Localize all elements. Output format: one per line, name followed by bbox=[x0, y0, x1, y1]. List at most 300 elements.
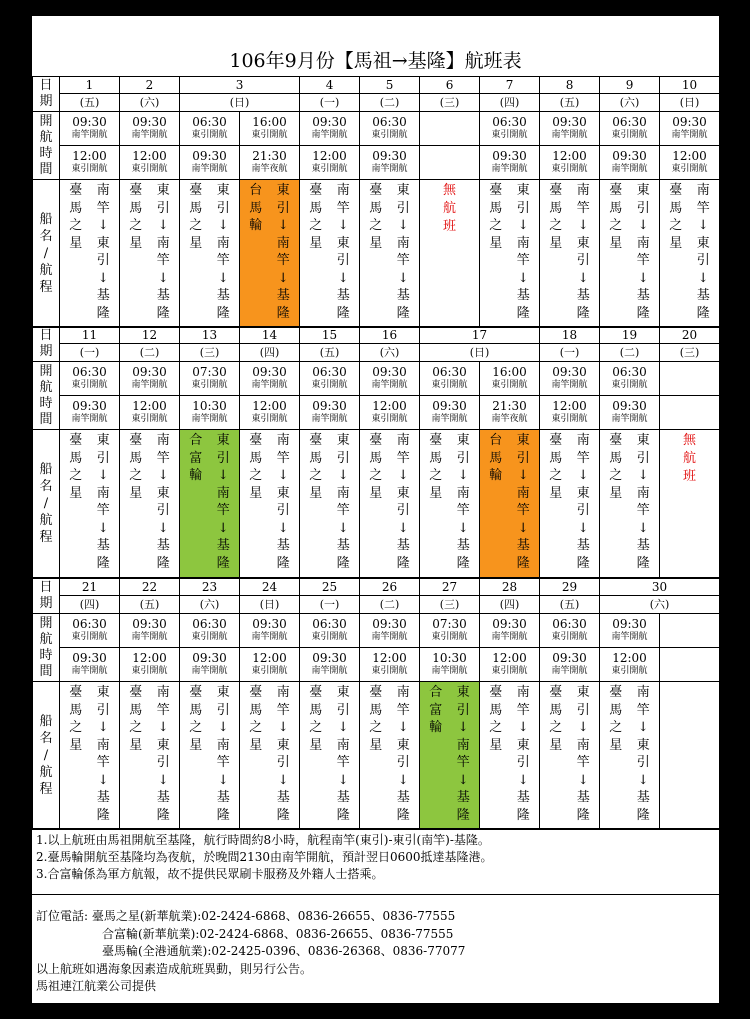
departure-cell bbox=[660, 648, 720, 682]
depart-label-char: 開 bbox=[39, 615, 53, 631]
departure-time: 09:30 bbox=[552, 365, 587, 379]
route-char: 東 bbox=[456, 433, 470, 448]
departure-cell bbox=[480, 648, 540, 682]
route-char: 東 bbox=[636, 737, 650, 753]
route-char: 竿 bbox=[636, 503, 650, 518]
contact-line-1 bbox=[36, 908, 715, 926]
departure-cell bbox=[420, 648, 480, 682]
contact-line-3: 臺馬輪(全港通航業):02-2425-0396、0836-26368、0836-77077 bbox=[102, 944, 466, 958]
route-char: ↓ bbox=[97, 270, 109, 286]
departure-port: 南竿開航 bbox=[251, 632, 288, 642]
ship-route-cell bbox=[480, 180, 540, 328]
ship-label-char: 程 bbox=[39, 782, 53, 797]
depart-label bbox=[33, 614, 60, 682]
departure-cell bbox=[60, 614, 120, 648]
ship-route-cell bbox=[420, 180, 480, 328]
departure-cell bbox=[540, 362, 600, 396]
route-char: 隆 bbox=[216, 305, 230, 321]
note-1: 1.以上航班由馬祖開航至基隆，航行時間約8小時，航程南竿(東引)-東引(南竿)-基隆。 bbox=[36, 833, 490, 847]
ship-name-char: 之 bbox=[129, 218, 143, 233]
route-char: ↓ bbox=[337, 720, 349, 735]
route-char: 南 bbox=[96, 737, 110, 753]
route-char: 東 bbox=[156, 737, 170, 753]
ship-route-cell bbox=[60, 682, 120, 830]
route-char: 隆 bbox=[276, 555, 290, 571]
week-table bbox=[32, 76, 720, 328]
ship-label-char: 船 bbox=[39, 714, 53, 729]
depart-label-char: 航 bbox=[39, 631, 53, 647]
date-label-char: 日 bbox=[39, 580, 53, 595]
route-char: ↓ bbox=[397, 468, 409, 483]
weekday-cell: (四) bbox=[480, 94, 540, 112]
route-char: 東 bbox=[396, 737, 410, 753]
row bbox=[33, 648, 720, 682]
departure-port: 南竿開航 bbox=[491, 632, 528, 642]
departure-time: 09:30 bbox=[612, 399, 647, 413]
date-label bbox=[33, 579, 60, 614]
departure-cell bbox=[60, 146, 120, 180]
ship-name-char: 馬 bbox=[549, 200, 563, 216]
route-char: 隆 bbox=[636, 807, 650, 823]
contact-footer-1: 以上航班如遇海象因素造成航班異動，則另行公告。 bbox=[36, 961, 313, 976]
ship-name-char: 之 bbox=[249, 468, 263, 483]
route-char: 竿 bbox=[516, 503, 530, 518]
departure-cell bbox=[240, 362, 300, 396]
route-char: 南 bbox=[636, 485, 650, 501]
route-char: 東 bbox=[576, 685, 590, 700]
departure-cell bbox=[540, 648, 600, 682]
ship-name-char: 馬 bbox=[669, 200, 683, 216]
ship-name-char: 星 bbox=[669, 235, 683, 251]
depart-label bbox=[33, 112, 60, 180]
depart-label-char: 間 bbox=[39, 161, 53, 177]
depart-label-char: 間 bbox=[39, 663, 53, 679]
departure-port: 南竿開航 bbox=[551, 130, 588, 140]
route-char: 基 bbox=[696, 288, 710, 303]
ship-name-char: 之 bbox=[549, 468, 563, 483]
row bbox=[33, 77, 720, 94]
no-service-char: 班 bbox=[682, 469, 696, 484]
schedule-sheet bbox=[32, 16, 719, 1003]
route-char: 南 bbox=[216, 235, 230, 251]
weekday-cell: (三) bbox=[420, 596, 480, 614]
departure-port: 南竿開航 bbox=[71, 414, 108, 424]
ship-name-char: 星 bbox=[369, 485, 383, 501]
route-char: 隆 bbox=[156, 807, 170, 823]
weekday-cell: (二) bbox=[120, 344, 180, 362]
route-char: 基 bbox=[336, 288, 350, 303]
departure-time: 09:30 bbox=[312, 399, 347, 413]
departure-cell bbox=[120, 614, 180, 648]
ship-name-char: 馬 bbox=[249, 200, 263, 216]
day-cell: 4 bbox=[300, 77, 360, 94]
weekday-cell: (六) bbox=[120, 94, 180, 112]
departure-cell bbox=[180, 362, 240, 396]
route-char: 東 bbox=[276, 183, 290, 198]
ship-name-char: 臺 bbox=[249, 685, 263, 700]
ship-route-cell bbox=[360, 430, 420, 578]
weekday-cell: (日) bbox=[660, 94, 720, 112]
route-char: 隆 bbox=[96, 807, 110, 823]
route-char: 引 bbox=[636, 200, 650, 216]
ship-route bbox=[360, 182, 419, 322]
ship-name-char: 馬 bbox=[69, 702, 83, 718]
route-char: 隆 bbox=[516, 555, 530, 571]
ship-name-char: 星 bbox=[609, 485, 623, 501]
route-char: ↓ bbox=[277, 468, 289, 483]
route-char: ↓ bbox=[157, 270, 169, 286]
route-char: 隆 bbox=[456, 555, 470, 571]
day-cell: 6 bbox=[420, 77, 480, 94]
day-cell: 18 bbox=[540, 327, 600, 344]
row bbox=[33, 94, 720, 112]
departure-port: 東引開航 bbox=[551, 632, 588, 642]
route-path bbox=[397, 182, 410, 322]
route-path bbox=[277, 182, 290, 322]
ship-route bbox=[480, 182, 539, 322]
departure-port: 南竿開航 bbox=[191, 164, 228, 174]
route-char: 基 bbox=[276, 538, 290, 553]
ship-name bbox=[549, 684, 562, 824]
departure-time: 07:30 bbox=[192, 365, 227, 379]
route-path bbox=[337, 684, 350, 824]
ship-name-char: 臺 bbox=[669, 183, 683, 198]
ship-name-char: 臺 bbox=[309, 433, 323, 448]
ship-name-char: 星 bbox=[129, 737, 143, 753]
ship-name-char: 之 bbox=[609, 720, 623, 735]
ship-route-cell bbox=[600, 430, 660, 578]
route-char: ↓ bbox=[217, 468, 229, 483]
ship-label-char: 船 bbox=[39, 462, 53, 477]
departure-cell bbox=[360, 146, 420, 180]
depart-label-char: 時 bbox=[39, 647, 53, 663]
ship-label-char: / bbox=[43, 246, 49, 261]
weekday-cell: (二) bbox=[600, 344, 660, 362]
departure-time: 12:00 bbox=[252, 651, 287, 665]
row bbox=[33, 682, 720, 830]
departure-time: 09:30 bbox=[312, 115, 347, 129]
route-char: 竿 bbox=[276, 702, 290, 718]
route-char: 隆 bbox=[636, 305, 650, 321]
weekday-cell: (二) bbox=[360, 94, 420, 112]
day-cell: 13 bbox=[180, 327, 240, 344]
date-label-char: 期 bbox=[39, 94, 53, 109]
ship-name-char: 星 bbox=[489, 737, 503, 753]
route-char: 隆 bbox=[576, 807, 590, 823]
ship-name-char: 馬 bbox=[369, 200, 383, 216]
ship-name-char: 臺 bbox=[69, 685, 83, 700]
route-char: ↓ bbox=[157, 218, 169, 233]
ship-name-char: 星 bbox=[189, 737, 203, 753]
route-char: ↓ bbox=[457, 720, 469, 735]
ship-name-char: 之 bbox=[129, 468, 143, 483]
departure-port: 南竿夜航 bbox=[251, 164, 288, 174]
ship-name-char: 星 bbox=[429, 485, 443, 501]
route-char: 南 bbox=[96, 183, 110, 198]
day-cell: 17 bbox=[420, 327, 540, 344]
departure-cell bbox=[120, 648, 180, 682]
route-char: ↓ bbox=[637, 468, 649, 483]
ship-route-cell bbox=[180, 682, 240, 830]
route-char: 南 bbox=[516, 485, 530, 501]
route-char: 隆 bbox=[396, 807, 410, 823]
ship-name bbox=[249, 684, 262, 824]
ship-name bbox=[609, 432, 622, 572]
route-char: 竿 bbox=[216, 253, 230, 268]
ship-label-char: 航 bbox=[39, 263, 53, 278]
departure-time: 09:30 bbox=[252, 617, 287, 631]
departure-time: 06:30 bbox=[72, 365, 107, 379]
departure-time: 12:00 bbox=[552, 149, 587, 163]
route-char: 南 bbox=[456, 737, 470, 753]
route-char: ↓ bbox=[157, 468, 169, 483]
route-char: 基 bbox=[156, 538, 170, 553]
route-char: 引 bbox=[336, 450, 350, 466]
ship-name-char: 臺 bbox=[549, 433, 563, 448]
route-char: 東 bbox=[516, 737, 530, 753]
weekday-cell: (日) bbox=[240, 596, 300, 614]
route-char: 基 bbox=[216, 288, 230, 303]
ship-name-char: 星 bbox=[489, 235, 503, 251]
date-label-char: 期 bbox=[39, 596, 53, 611]
route-char: ↓ bbox=[457, 520, 469, 536]
route-path bbox=[637, 182, 650, 322]
route-path bbox=[217, 182, 230, 322]
route-char: ↓ bbox=[637, 720, 649, 735]
contact-taima-star: 臺馬之星(新華航業):02-2424-6868、0836-26655、0836-77555 bbox=[91, 909, 456, 923]
route-path bbox=[97, 432, 110, 572]
route-char: 隆 bbox=[276, 305, 290, 321]
departure-port: 南竿夜航 bbox=[491, 414, 528, 424]
departure-time: 06:30 bbox=[312, 617, 347, 631]
day-cell: 25 bbox=[300, 579, 360, 596]
route-char: 隆 bbox=[576, 305, 590, 321]
route-char: 東 bbox=[276, 485, 290, 501]
depart-label-char: 開 bbox=[39, 363, 53, 379]
day-cell: 30 bbox=[600, 579, 720, 596]
ship-name-char: 星 bbox=[69, 737, 83, 753]
depart-label-char: 航 bbox=[39, 379, 53, 395]
departure-time: 09:30 bbox=[372, 617, 407, 631]
ship-name-char: 臺 bbox=[69, 433, 83, 448]
departure-port: 東引開航 bbox=[131, 164, 168, 174]
route-char: ↓ bbox=[157, 772, 169, 788]
ship-route-cell bbox=[300, 180, 360, 328]
route-char: ↓ bbox=[277, 270, 289, 286]
ship-route-cell bbox=[660, 180, 720, 328]
depart-label-text bbox=[33, 616, 59, 680]
route-char: 基 bbox=[636, 538, 650, 553]
row bbox=[33, 614, 720, 648]
ship-route-cell bbox=[120, 430, 180, 578]
route-char: ↓ bbox=[277, 772, 289, 788]
ship-route-cell bbox=[360, 682, 420, 830]
ship-route-cell bbox=[420, 430, 480, 578]
ship-name-char: 之 bbox=[189, 720, 203, 735]
departure-cell bbox=[540, 146, 600, 180]
ship-route-cell bbox=[240, 430, 300, 578]
weekday-cell: (四) bbox=[480, 596, 540, 614]
ship-name bbox=[369, 684, 382, 824]
departure-port: 東引開航 bbox=[491, 666, 528, 676]
departure-cell bbox=[240, 648, 300, 682]
ship-name-char: 馬 bbox=[69, 200, 83, 216]
ship-route bbox=[300, 182, 359, 322]
route-char: 基 bbox=[516, 790, 530, 805]
departure-port: 東引開航 bbox=[311, 164, 348, 174]
route-char: 南 bbox=[156, 685, 170, 700]
departure-cell bbox=[420, 112, 480, 146]
departure-port: 東引開航 bbox=[191, 632, 228, 642]
departure-port: 南竿開航 bbox=[671, 130, 708, 140]
departure-time: 06:30 bbox=[192, 115, 227, 129]
departure-time: 12:00 bbox=[672, 149, 707, 163]
route-char: 東 bbox=[96, 235, 110, 251]
route-path bbox=[157, 684, 170, 824]
route-char: 東 bbox=[336, 685, 350, 700]
ship-name-char: 臺 bbox=[129, 433, 143, 448]
ship-name bbox=[369, 182, 382, 322]
departure-port: 南竿開航 bbox=[311, 666, 348, 676]
ship-name-char: 臺 bbox=[369, 183, 383, 198]
route-char: ↓ bbox=[517, 720, 529, 735]
ship-name-char: 星 bbox=[69, 235, 83, 251]
contact-label: 訂位電話: bbox=[36, 909, 89, 923]
departure-port: 東引開航 bbox=[71, 164, 108, 174]
departure-port: 東引開航 bbox=[551, 414, 588, 424]
departure-time: 06:30 bbox=[72, 617, 107, 631]
route-char: 竿 bbox=[456, 503, 470, 518]
departure-cell bbox=[660, 146, 720, 180]
route-char: 南 bbox=[576, 433, 590, 448]
ship-name-char: 星 bbox=[549, 485, 563, 501]
departure-time: 12:00 bbox=[132, 399, 167, 413]
contact-footer-2: 馬祖連江航業公司提供 bbox=[36, 979, 157, 993]
ship-name-char: 星 bbox=[69, 485, 83, 501]
ship-name-char: 馬 bbox=[189, 702, 203, 718]
route-char: 引 bbox=[396, 503, 410, 518]
route-char: 引 bbox=[336, 702, 350, 718]
route-char: 隆 bbox=[276, 807, 290, 823]
departure-time: 09:30 bbox=[72, 399, 107, 413]
departure-cell bbox=[480, 112, 540, 146]
ship-name-char: 之 bbox=[609, 468, 623, 483]
row bbox=[33, 362, 720, 396]
route-char: ↓ bbox=[97, 218, 109, 233]
route-char: 南 bbox=[276, 433, 290, 448]
route-char: 南 bbox=[336, 183, 350, 198]
ship-label-char: 航 bbox=[39, 765, 53, 780]
route-char: 竿 bbox=[156, 450, 170, 466]
ship-name-char: 合 bbox=[429, 685, 443, 700]
route-char: 引 bbox=[276, 755, 290, 770]
route-char: 基 bbox=[636, 790, 650, 805]
ship-label-char: 程 bbox=[39, 280, 53, 295]
departure-port: 東引開航 bbox=[371, 414, 408, 424]
weekday-cell: (六) bbox=[180, 596, 240, 614]
departure-port: 東引開航 bbox=[131, 414, 168, 424]
ship-label-char: 航 bbox=[39, 513, 53, 528]
route-char: 隆 bbox=[696, 305, 710, 321]
ship-name-char: 臺 bbox=[609, 183, 623, 198]
ship-route bbox=[600, 182, 659, 322]
day-cell: 14 bbox=[240, 327, 300, 344]
route-char: ↓ bbox=[397, 720, 409, 735]
ship-route bbox=[480, 684, 539, 824]
ship-name-char: 星 bbox=[609, 737, 623, 753]
departure-cell bbox=[600, 648, 660, 682]
ship-name-char: 合 bbox=[189, 433, 203, 448]
departure-time: 06:30 bbox=[612, 115, 647, 129]
departure-port: 東引開航 bbox=[431, 380, 468, 390]
route-char: 竿 bbox=[96, 503, 110, 518]
ship-name bbox=[69, 182, 82, 322]
ship-name-char: 馬 bbox=[609, 200, 623, 216]
ship-label-text bbox=[33, 713, 59, 798]
route-char: 竿 bbox=[636, 702, 650, 718]
departure-time: 12:00 bbox=[252, 399, 287, 413]
departure-port: 東引開航 bbox=[251, 130, 288, 140]
departure-time: 12:00 bbox=[72, 149, 107, 163]
route-char: ↓ bbox=[217, 772, 229, 788]
route-char: ↓ bbox=[697, 270, 709, 286]
depart-label-text bbox=[33, 364, 59, 428]
departure-cell bbox=[240, 614, 300, 648]
departure-time: 12:00 bbox=[132, 149, 167, 163]
departure-cell bbox=[420, 614, 480, 648]
ship-name bbox=[249, 432, 262, 572]
route-char: 隆 bbox=[156, 555, 170, 571]
ship-name-char: 臺 bbox=[249, 433, 263, 448]
route-char: 引 bbox=[636, 450, 650, 466]
route-char: 南 bbox=[696, 183, 710, 198]
ship-route bbox=[60, 432, 119, 572]
day-cell: 21 bbox=[60, 579, 120, 596]
departure-port: 東引開航 bbox=[311, 380, 348, 390]
route-char: ↓ bbox=[637, 270, 649, 286]
ship-name bbox=[609, 684, 622, 824]
route-char: 引 bbox=[156, 755, 170, 770]
departure-time: 12:00 bbox=[552, 399, 587, 413]
departure-cell bbox=[660, 614, 720, 648]
departure-cell bbox=[600, 396, 660, 430]
ship-name-char: 之 bbox=[249, 720, 263, 735]
weekday-cell: (六) bbox=[360, 344, 420, 362]
route-char: 竿 bbox=[516, 702, 530, 718]
weekday-cell: (四) bbox=[240, 344, 300, 362]
contact-line-2: 合富輪(新華航業):02-2424-6868、0836-26655、0836-77555 bbox=[102, 926, 454, 941]
departure-time: 06:30 bbox=[432, 365, 467, 379]
ship-route bbox=[660, 182, 719, 322]
route-char: 引 bbox=[216, 702, 230, 718]
ship-route bbox=[600, 684, 659, 824]
departure-cell bbox=[540, 614, 600, 648]
weekday-cell: (一) bbox=[300, 94, 360, 112]
row bbox=[33, 430, 720, 578]
ship-route-cell bbox=[60, 430, 120, 578]
departure-port: 南竿開航 bbox=[131, 130, 168, 140]
route-char: 南 bbox=[396, 433, 410, 448]
departure-port: 東引開航 bbox=[671, 164, 708, 174]
route-char: 竿 bbox=[96, 200, 110, 216]
departure-port: 南竿開航 bbox=[371, 380, 408, 390]
ship-name bbox=[369, 432, 382, 572]
ship-name-char: 臺 bbox=[609, 685, 623, 700]
ship-name bbox=[489, 182, 502, 322]
ship-name-char: 之 bbox=[369, 468, 383, 483]
route-char: 引 bbox=[636, 755, 650, 770]
departure-time: 09:30 bbox=[72, 115, 107, 129]
